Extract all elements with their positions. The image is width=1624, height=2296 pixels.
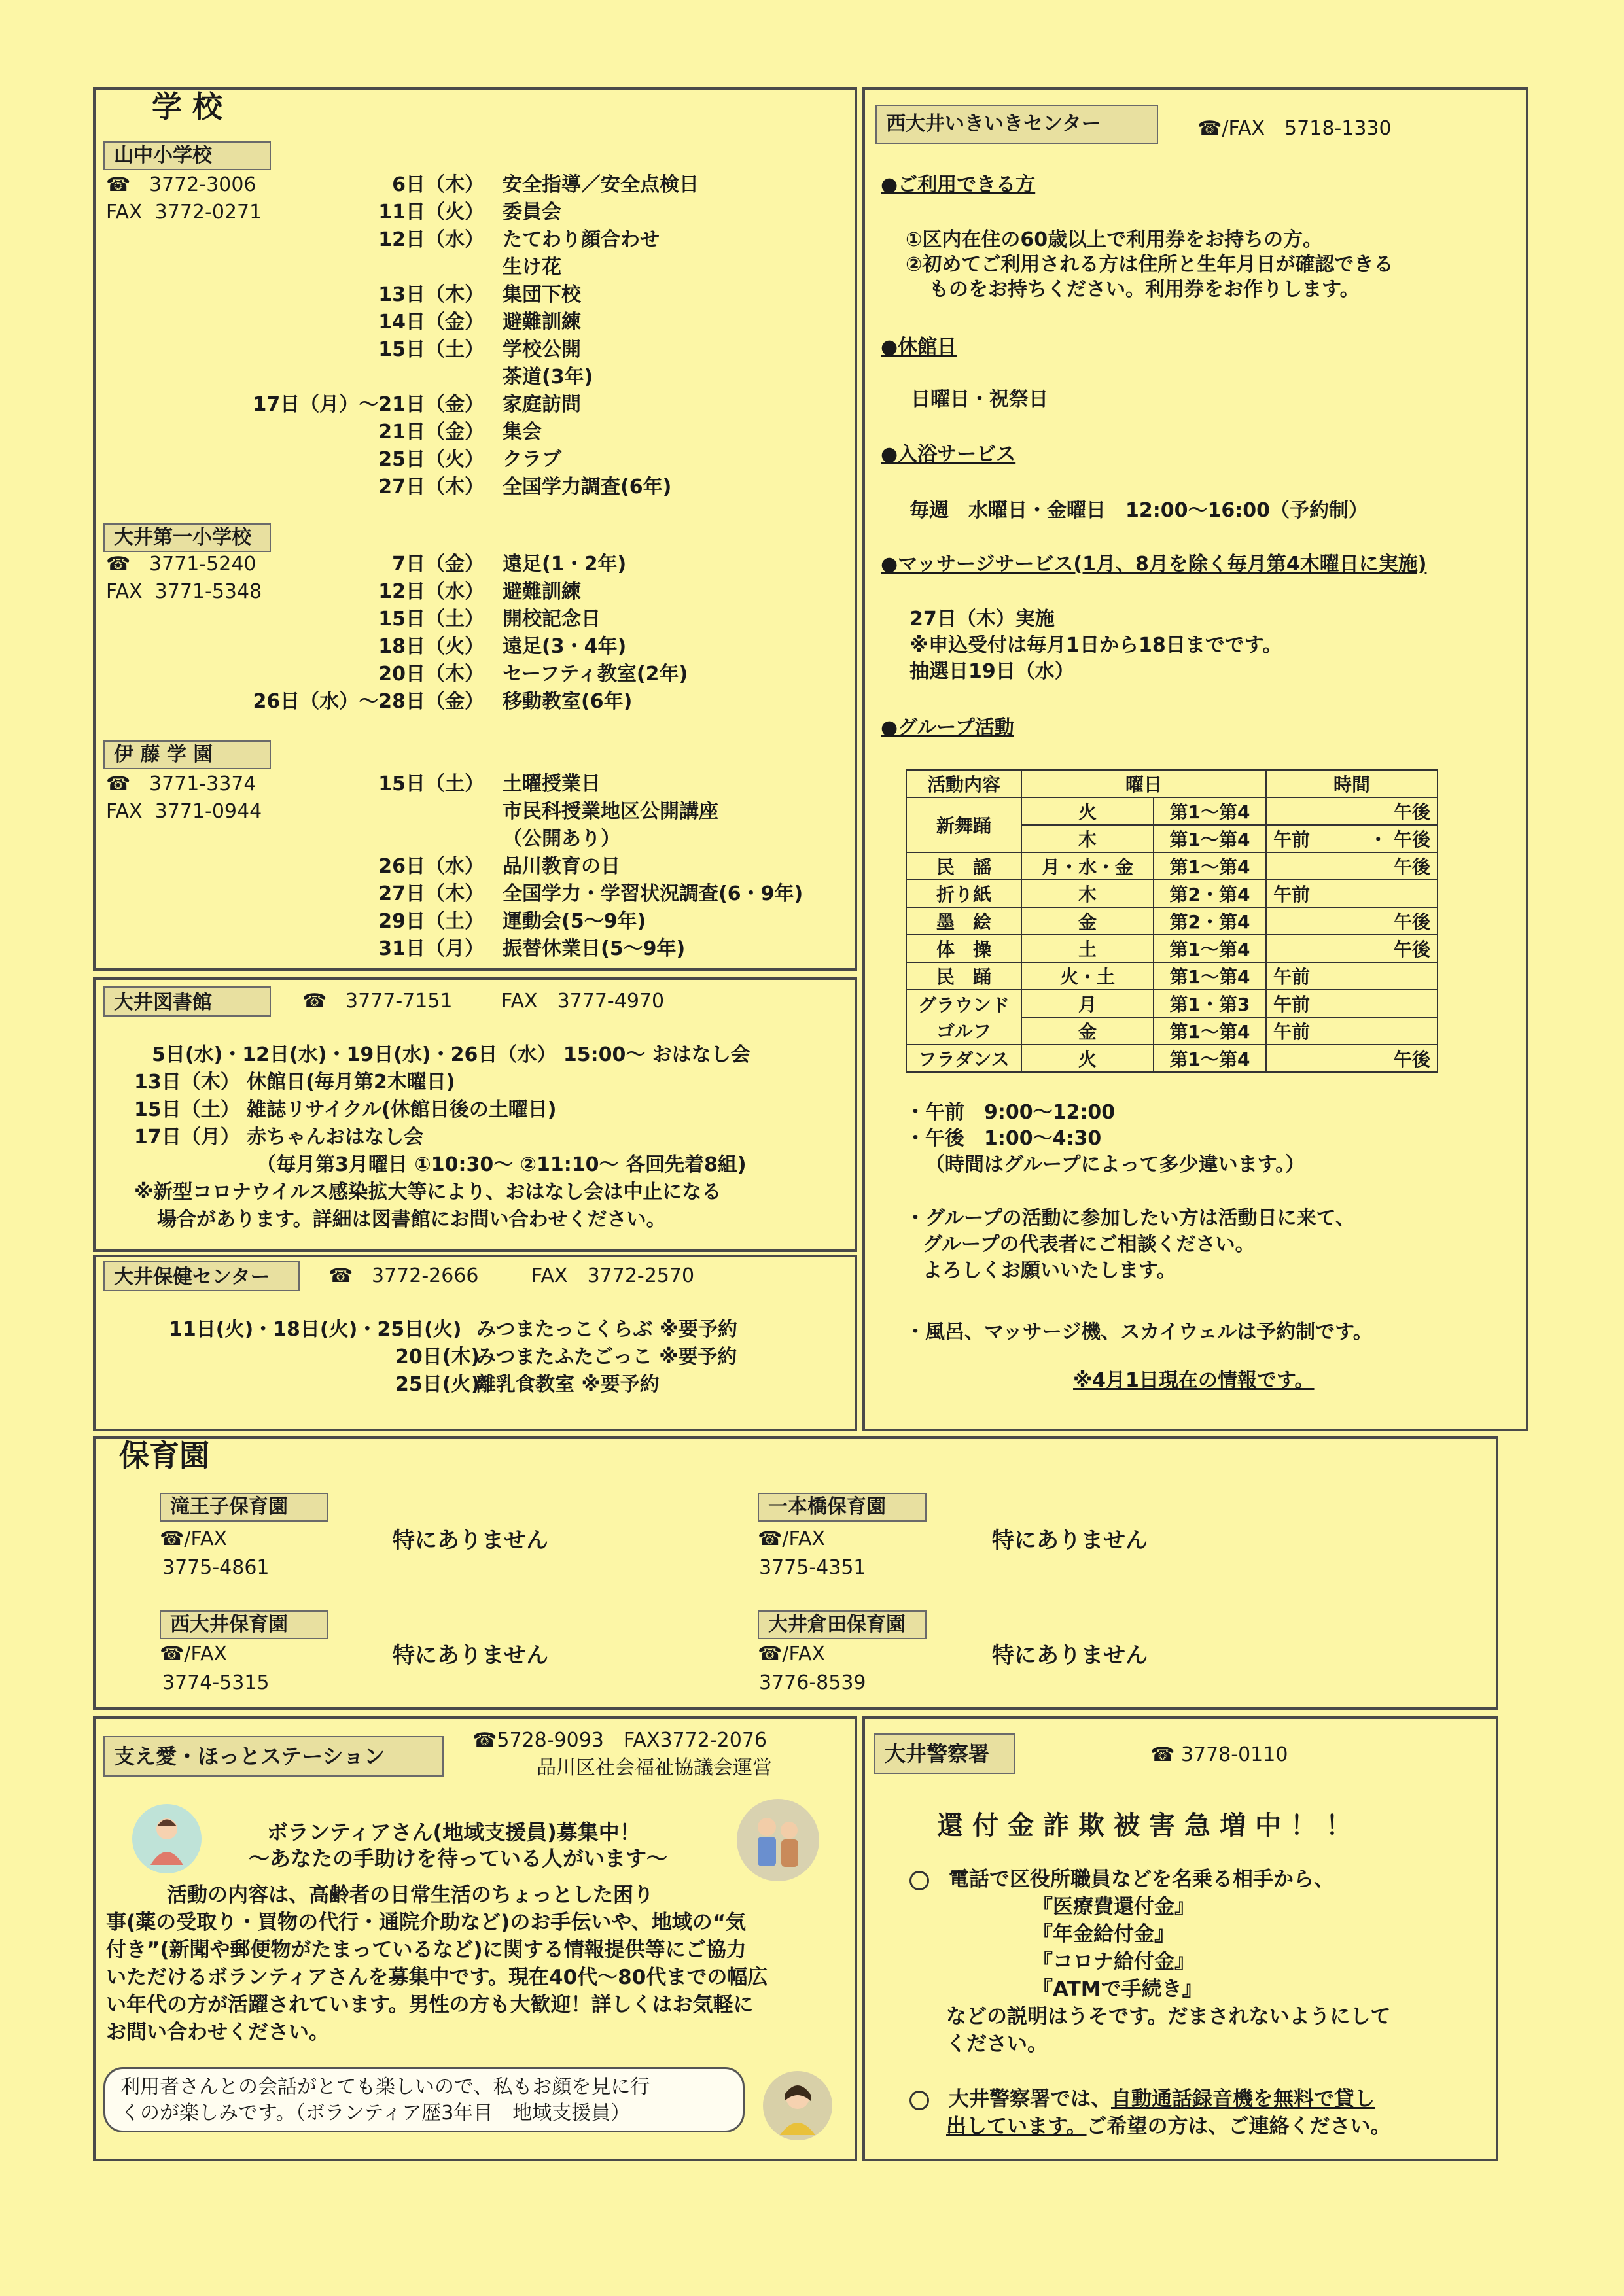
event-date: 31日（月） <box>378 937 484 960</box>
nursery-2-header: 一本橋保育園 <box>758 1493 927 1522</box>
activity-name <box>906 990 1021 1045</box>
day-cell: 土 <box>1021 935 1154 962</box>
event-date: 12日（水） <box>378 580 484 603</box>
station-body-6: お問い合わせください。 <box>106 2021 329 2044</box>
police-item-1-g: ください。 <box>946 2032 1048 2056</box>
event-date: 14日（金） <box>378 311 484 334</box>
day-cell: 木 <box>1021 825 1154 852</box>
nursery-3-tel: 3774-5315 <box>162 1671 270 1694</box>
police-item-2: 大井警察署では、自動通話録音機を無料で貸し <box>909 2085 1375 2113</box>
activity-name-line: グラウンド <box>917 994 1010 1016</box>
ikiiki-telfax: ☎/FAX 5718-1330 <box>1197 117 1392 140</box>
library-line-7: 場合があります。詳細は図書館にお問い合わせください。 <box>157 1208 666 1231</box>
library-line-6: ※新型コロナウイルス感染拡大等により、おはなし会は中止になる <box>134 1181 722 1204</box>
volunteer-quote-1: 利用者さんとの会話がとても楽しいので、私もお顔を見に行 <box>120 2076 650 2098</box>
library-line-2: 13日（木） 休館日(毎月第2木曜日) <box>134 1071 455 1094</box>
nursery-3-status: 特にありません <box>393 1643 548 1669</box>
pm-cell: ・ 午後 <box>1352 825 1438 852</box>
table-row <box>906 852 1438 880</box>
week-cell: 第1～第4 <box>1154 935 1266 962</box>
ikiiki-note-5: グループの代表者にご相談ください。 <box>923 1233 1255 1256</box>
am-cell <box>1266 852 1352 880</box>
ikiiki-note-1: ・午前 9:00～12:00 <box>906 1101 1116 1124</box>
health-event-2: みつまたふたごっこ ※要予約 <box>476 1346 737 1368</box>
table-header-day: 曜日 <box>1021 770 1266 797</box>
station-operator: 品川区社会福祉協議会運営 <box>537 1756 772 1779</box>
police-headline: 還付金詐欺被害急増中！！ <box>937 1811 1361 1841</box>
week-cell: 第1～第4 <box>1154 825 1266 852</box>
group-activity-table <box>906 769 1438 1073</box>
am-cell <box>1266 797 1352 825</box>
week-cell: 第1・第3 <box>1154 990 1266 1017</box>
pm-cell: 午後 <box>1352 935 1438 962</box>
ikiiki-massage-1: 27日（木）実施 <box>909 608 1055 631</box>
am-cell: 午前 <box>1266 880 1352 907</box>
library-fax: FAX 3777-4970 <box>501 990 665 1013</box>
circle-bullet-icon <box>909 1871 929 1890</box>
police-item-1-c: 『年金給付金』 <box>1033 1922 1174 1946</box>
senior-volunteer-illustration <box>131 1803 203 1875</box>
police-item-1-f: などの説明はうそです。だまされないようにして <box>946 2005 1391 2028</box>
nursery-title: 保育園 <box>119 1438 209 1473</box>
police-item-1-e: 『ATMで手続き』 <box>1033 1977 1203 2001</box>
table-row <box>906 1045 1438 1072</box>
pm-cell: 午後 <box>1352 797 1438 825</box>
yamanaka-tel: ☎ 3772-3006 <box>106 173 256 196</box>
am-cell: 午前 <box>1266 990 1352 1017</box>
nursery-4-status: 特にありません <box>992 1643 1148 1669</box>
phone-icon: ☎ <box>758 1527 783 1550</box>
day-cell: 金 <box>1021 907 1154 935</box>
activity-name: 折り紙 <box>906 880 1021 907</box>
pm-cell: 午後 <box>1352 852 1438 880</box>
event-text: 茶道(3年) <box>503 366 593 389</box>
helper-illustration <box>735 1798 821 1883</box>
event-text: 遠足(3・4年) <box>503 635 627 658</box>
phone-icon: ☎ <box>1197 117 1222 140</box>
event-date: 26日（水） <box>378 855 484 878</box>
event-date: 15日（土） <box>378 608 484 631</box>
event-text: 家庭訪問 <box>503 393 581 416</box>
event-date: 11日（火） <box>378 201 484 224</box>
event-text: 委員会 <box>503 201 561 224</box>
event-date: 25日（火） <box>378 448 484 471</box>
ikiiki-massage-3: 抽選日19日（水） <box>909 660 1074 683</box>
health-header: 大井保健センター <box>103 1261 300 1291</box>
event-text: 安全指導／安全点検日 <box>503 173 699 196</box>
week-cell: 第1～第4 <box>1154 962 1266 990</box>
event-text: 集会 <box>503 421 542 444</box>
table-row <box>906 935 1438 962</box>
table-row <box>906 880 1438 907</box>
event-date: 15日（土） <box>378 773 484 795</box>
event-date: 27日（木） <box>378 476 484 498</box>
event-date: 13日（木） <box>378 283 484 306</box>
event-date: 18日（火） <box>378 635 484 658</box>
pm-cell <box>1352 990 1438 1017</box>
station-headline-2: ～あなたの手助けを待っている人がいます～ <box>249 1846 668 1871</box>
event-text: 振替休業日(5～9年) <box>503 937 686 960</box>
event-date: 6日（木） <box>392 173 484 196</box>
activity-name: 体 操 <box>906 935 1021 962</box>
nursery-3-telfax: ☎/FAX <box>160 1643 228 1665</box>
am-cell <box>1266 1045 1352 1072</box>
phone-icon: ☎ <box>302 990 327 1013</box>
ikiiki-massage-title: ●マッサージサービス(1月、8月を除く毎月第4木曜日に実施) <box>881 553 1427 576</box>
ikiiki-closed: 日曜日・祝祭日 <box>911 388 1048 411</box>
volunteer-quote-2: くのが楽しみです。（ボランティア歴3年目 地域支援員） <box>120 2102 631 2125</box>
police-tel: ☎ 3778-0110 <box>1150 1743 1288 1766</box>
week-cell: 第2・第4 <box>1154 880 1266 907</box>
day-cell: 金 <box>1021 1017 1154 1045</box>
am-cell: 午前 <box>1266 962 1352 990</box>
table-row <box>906 907 1438 935</box>
ikiiki-usage-2: ②初めてご利用される方は住所と生年月日が確認できる <box>906 253 1394 276</box>
event-text: 集団下校 <box>503 283 581 306</box>
ikiiki-usage-title: ●ご利用できる方 <box>881 173 1036 196</box>
ikiiki-bath-title: ●入浴サービス <box>881 443 1016 466</box>
event-date: 20日（木） <box>378 663 484 686</box>
library-line-5: （毎月第3月曜日 ①10:30～ ②11:10～ 各回先着8組) <box>256 1153 747 1176</box>
yamanaka-header: 山中小学校 <box>103 141 271 170</box>
event-text: 運動会(5～9年) <box>503 910 646 933</box>
police-item-1-d: 『コロナ給付金』 <box>1033 1950 1195 1974</box>
am-cell: 午前 <box>1266 1017 1352 1045</box>
event-text: 生け花 <box>503 256 561 279</box>
event-text: 市民科授業地区公開講座 <box>503 800 718 823</box>
pm-cell: 午後 <box>1352 907 1438 935</box>
library-line-4: 17日（月） 赤ちゃんおはなし会 <box>134 1126 424 1149</box>
police-item-2-b: 出しています。ご希望の方は、ご連絡ください。 <box>946 2115 1391 2138</box>
police-item-1: 電話で区役所職員などを名乗る相手から、 <box>909 1866 1334 1893</box>
station-body-5: い年代の方が活躍されています。男性の方も大歓迎！詳しくはお気軽に <box>106 1993 754 2017</box>
station-body-1: 活動の内容は、高齢者の日常生活のちょっとした困り <box>106 1883 654 1907</box>
pm-cell: 午後 <box>1352 1045 1438 1072</box>
week-cell: 第1～第4 <box>1154 1017 1266 1045</box>
health-event-1: みつまたっこくらぶ ※要予約 <box>476 1318 738 1341</box>
police-header: 大井警察署 <box>874 1733 1015 1774</box>
ikiiki-note-3: （時間はグループによって多少違います。） <box>925 1153 1305 1176</box>
event-text: 移動教室(6年) <box>503 690 633 713</box>
event-date: 12日（水） <box>378 228 484 251</box>
phone-icon: ☎ <box>106 773 131 795</box>
phone-icon: ☎ <box>106 173 131 196</box>
nursery-4-tel: 3776-8539 <box>759 1671 866 1694</box>
activity-name: 民 踊 <box>906 962 1021 990</box>
health-tel: ☎ 3772-2666 <box>328 1264 479 1287</box>
ito-tel: ☎ 3771-3374 <box>106 773 256 795</box>
table-row <box>906 962 1438 990</box>
ikiiki-note-8: ※4月1日現在の情報です。 <box>1073 1369 1315 1392</box>
week-cell: 第2・第4 <box>1154 907 1266 935</box>
event-text: 全国学力調査(6年) <box>503 476 672 498</box>
health-date-1: 11日(火)・18日(火)・25日(火) <box>169 1318 462 1341</box>
health-event-3: 離乳食教室 ※要予約 <box>476 1373 660 1396</box>
library-header: 大井図書館 <box>103 986 271 1017</box>
nursery-2-tel: 3775-4351 <box>759 1556 866 1579</box>
library-line-3: 15日（土） 雑誌リサイクル(休館日後の土曜日) <box>134 1098 557 1121</box>
health-date-3: 25日(火) <box>395 1373 480 1396</box>
ito-fax: FAX 3771-0944 <box>106 800 262 823</box>
event-text: （公開あり） <box>503 827 620 850</box>
health-fax: FAX 3772-2570 <box>531 1264 695 1287</box>
nursery-4-header: 大井倉田保育園 <box>758 1610 927 1639</box>
nursery-1-tel: 3775-4861 <box>162 1556 270 1579</box>
phone-icon: ☎ <box>160 1527 185 1550</box>
event-text: 土曜授業日 <box>503 773 601 795</box>
police-item-1-b: 『医療費還付金』 <box>1033 1895 1195 1919</box>
activity-name: フラダンス <box>906 1045 1021 1072</box>
event-date: 26日（水）～28日（金） <box>253 690 484 713</box>
activity-name: 民 謡 <box>906 852 1021 880</box>
ikiiki-bath: 毎週 水曜日・金曜日 12:00～16:00（予約制） <box>909 499 1368 522</box>
nursery-3-header: 西大井保育園 <box>160 1610 328 1639</box>
nursery-1-header: 滝王子保育園 <box>160 1493 328 1522</box>
station-header: 支え愛・ほっとステーション <box>103 1736 444 1777</box>
phone-icon: ☎ <box>758 1643 783 1665</box>
library-tel: ☎ 3777-7151 <box>302 990 453 1013</box>
event-text: 全国学力・学習状況調査(6・9年) <box>503 882 803 905</box>
table-row <box>906 990 1438 1017</box>
oi1-header: 大井第一小学校 <box>103 523 271 552</box>
day-cell: 月 <box>1021 990 1154 1017</box>
station-body-4: いただけるボランティアさんを募集中です。現在40代～80代までの幅広 <box>106 1966 768 1989</box>
phone-icon: ☎ <box>328 1264 353 1287</box>
event-text: 避難訓練 <box>503 580 581 603</box>
event-text: 開校記念日 <box>503 608 601 631</box>
am-cell <box>1266 907 1352 935</box>
nursery-4-telfax: ☎/FAX <box>758 1643 826 1665</box>
nursery-2-status: 特にありません <box>992 1527 1148 1554</box>
phone-icon: ☎ <box>1150 1743 1175 1766</box>
ikiiki-massage-2: ※申込受付は毎月1日から18日までです。 <box>909 634 1282 657</box>
event-text: 遠足(1・2年) <box>503 553 627 576</box>
activity-name-line: ゴルフ <box>936 1020 991 1042</box>
week-cell: 第1～第4 <box>1154 852 1266 880</box>
am-cell: 午前 <box>1266 825 1352 852</box>
week-cell: 第1～第4 <box>1154 1045 1266 1072</box>
schools-title: 学 校 <box>152 89 223 124</box>
nursery-1-status: 特にありません <box>393 1527 548 1554</box>
phone-icon: ☎ <box>160 1643 185 1665</box>
station-telfax: ☎5728-9093 FAX3772-2076 <box>472 1729 767 1752</box>
am-cell <box>1266 935 1352 962</box>
day-cell: 木 <box>1021 880 1154 907</box>
event-date: 15日（土） <box>378 338 484 361</box>
table-row <box>906 797 1438 825</box>
ikiiki-note-7: ・風呂、マッサージ機、スカイウェルは予約制です。 <box>906 1321 1373 1344</box>
phone-icon: ☎ <box>472 1729 497 1752</box>
nursery-2-telfax: ☎/FAX <box>758 1527 826 1550</box>
activity-name: 新舞踊 <box>906 797 1021 852</box>
event-date: 7日（金） <box>392 553 484 576</box>
event-text: 学校公開 <box>503 338 581 361</box>
activity-name: 墨 絵 <box>906 907 1021 935</box>
week-cell: 第1～第4 <box>1154 797 1266 825</box>
ikiiki-group-title: ●グループ活動 <box>881 716 1014 739</box>
ikiiki-usage-3: ものをお持ちください。利用券をお作りします。 <box>929 278 1360 301</box>
day-cell: 月・水・金 <box>1021 852 1154 880</box>
circle-bullet-icon <box>909 2091 929 2110</box>
event-date: 21日（金） <box>378 421 484 444</box>
event-date: 27日（木） <box>378 882 484 905</box>
library-line-1: 5日(水)・12日(水)・19日(水)・26日（水） 15:00～ おはなし会 <box>152 1043 750 1066</box>
nursery-1-telfax: ☎/FAX <box>160 1527 228 1550</box>
pm-cell <box>1352 962 1438 990</box>
phone-icon: ☎ <box>106 553 131 576</box>
station-body-3: 付き”(新聞や郵便物がたまっているなど)に関する情報提供等にご協力 <box>106 1938 747 1962</box>
ikiiki-usage-1: ①区内在住の60歳以上で利用券をお持ちの方。 <box>906 228 1323 251</box>
pm-cell <box>1352 1017 1438 1045</box>
event-text: たてわり顔合わせ <box>503 228 660 251</box>
pm-cell <box>1352 880 1438 907</box>
ito-header: 伊 藤 学 園 <box>103 740 271 769</box>
event-text: 避難訓練 <box>503 311 581 334</box>
event-date: 17日（月）～21日（金） <box>253 393 484 416</box>
day-cell: 火 <box>1021 797 1154 825</box>
ikiiki-header: 西大井いきいきセンター <box>875 105 1158 144</box>
table-header-activity: 活動内容 <box>906 770 1021 797</box>
day-cell: 火・土 <box>1021 962 1154 990</box>
event-text: 品川教育の日 <box>503 855 620 878</box>
event-text: クラブ <box>503 448 561 471</box>
oi1-tel: ☎ 3771-5240 <box>106 553 256 576</box>
ikiiki-note-6: よろしくお願いいたします。 <box>923 1259 1176 1282</box>
day-cell: 火 <box>1021 1045 1154 1072</box>
ikiiki-closed-title: ●休館日 <box>881 336 957 358</box>
table-header-time: 時間 <box>1266 770 1438 797</box>
oi1-fax: FAX 3771-5348 <box>106 580 262 603</box>
event-text: セーフティ教室(2年) <box>503 663 688 686</box>
station-body-2: 事(薬の受取り・買物の代行・通院介助など)のお手伝いや、地域の“気 <box>106 1911 747 1934</box>
yamanaka-fax: FAX 3772-0271 <box>106 201 262 224</box>
ikiiki-note-2: ・午後 1:00～4:30 <box>906 1127 1102 1150</box>
station-headline-1: ボランティアさん(地域支援員)募集中！ <box>267 1820 641 1845</box>
health-date-2: 20日(木) <box>395 1346 480 1368</box>
ikiiki-note-4: ・グループの活動に参加したい方は活動日に来て、 <box>906 1207 1355 1230</box>
event-date: 29日（土） <box>378 910 484 933</box>
volunteer-woman-illustration <box>762 2070 834 2142</box>
